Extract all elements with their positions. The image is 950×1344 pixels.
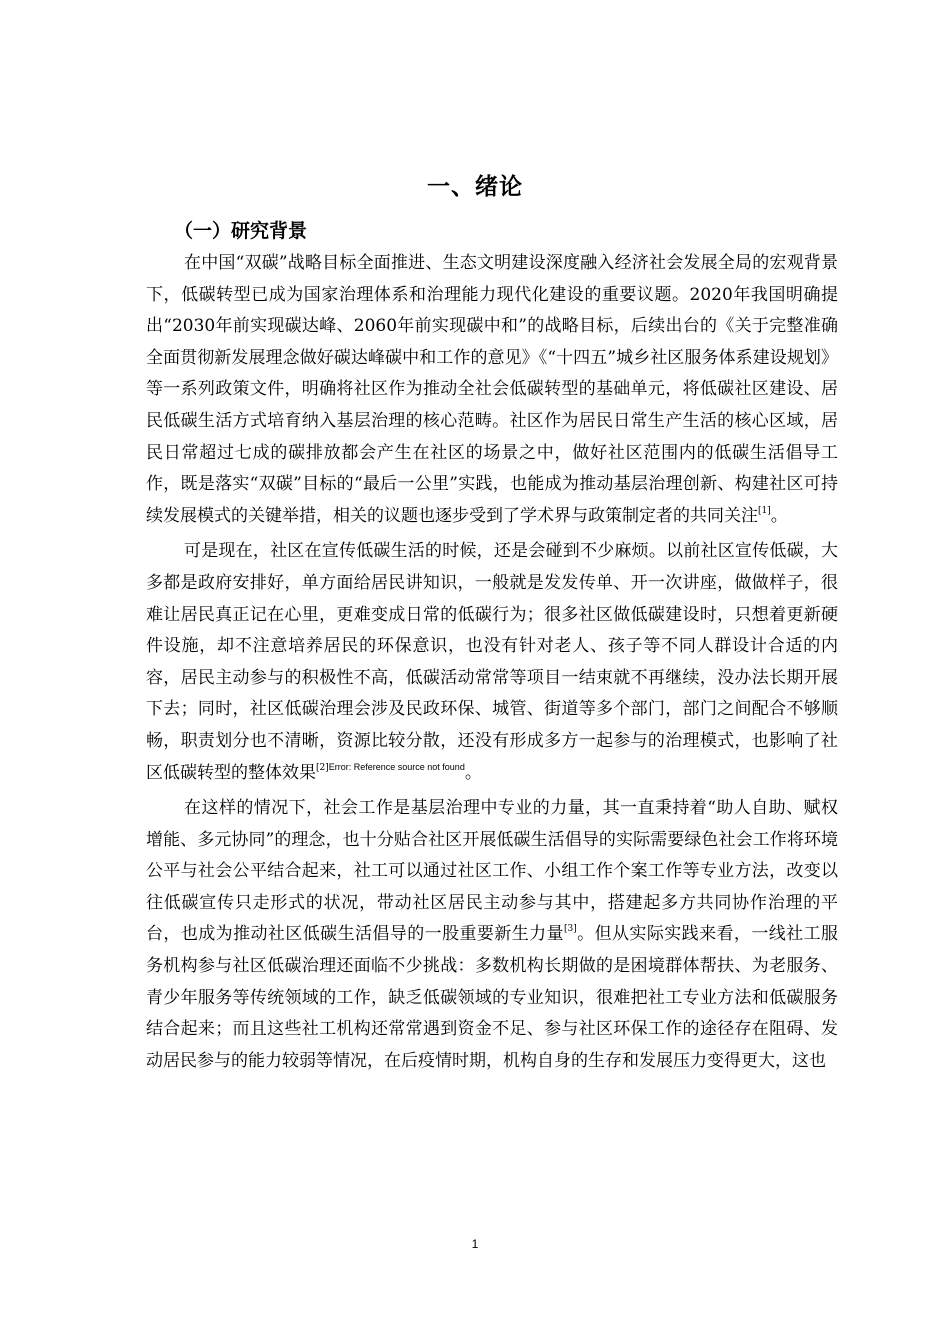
paragraph-2-text: 可是现在，社区在宣传低碳生活的时候，还是会碰到不少麻烦。以前社区宣传低碳，大多都是政府安排好，单方面给居民讲知识，一般就是发发传单、开一次讲座，做做样子，很难让居民真正记在心里，更难变成日常的低碳行为；很多社区做低碳建设时，只想着更新硬件设施，却不注意培养居民的环保意识，也没有针对老人、孩子等不同人群设计合适的内容，居民主动参与的积极性不高，低碳活动常常等项目一结束就不再继续，没办法长期开展下去；同时，社区低碳治理会涉及民政环保、城管、街道等多个部门，部门之间配合不够顺畅，职责划分也不清晰，资源比较分散，还没有形成多方一起参与的治理模式，也影响了社区低碳转型的整体效果 bbox=[146, 541, 838, 783]
paragraph-1 bbox=[146, 248, 838, 532]
paragraph-3-text: 在这样的情况下，社会工作是基层治理中专业的力量，其一直秉持着“助人自助、赋权增能、多元协同”的理念，也十分贴合社区开展低碳生活倡导的实际需要绿色社会工作将环境公平与社会公平结合起来，社工可以通过社区工作、小组工作个案工作等专业方法，改变以往低碳宣传只走形式的状况，带动社区居民主动参与其中，搭建起多方共同协作治理的平台，也成为推动社区低碳生活倡导的一股重要新生力量 bbox=[146, 798, 838, 945]
paragraph-3 bbox=[146, 793, 838, 1077]
citation-2: [2] bbox=[316, 762, 329, 773]
citation-1: [1] bbox=[758, 505, 771, 516]
reference-error-note: Error: Reference source not found bbox=[328, 761, 465, 772]
page-number: 1 bbox=[471, 1237, 479, 1251]
section-heading: （一）研究背景 bbox=[174, 220, 308, 242]
paragraph-2-tail: 。 bbox=[464, 762, 482, 783]
chapter-title: 一、绪论 bbox=[427, 174, 523, 200]
body-text bbox=[146, 248, 838, 1081]
citation-3: [3] bbox=[564, 924, 577, 935]
paragraph-1-tail: 。 bbox=[770, 505, 788, 526]
paragraph-1-text: 在中国“双碳”战略目标全面推进、生态文明建设深度融入经济社会发展全局的宏观背景下，低碳转型已成为国家治理体系和治理能力现代化建设的重要议题。2020年我国明确提出“2030年前实现碳达峰、2060年前实现碳中和”的战略目标，后续出台的《关于完整准确全面贯彻新发展理念做好碳达峰碳中和工作的意见》《“十四五”城乡社区服务体系建设规划》等一系列政策文件，明确将社区作为推动全社会低碳转型的基础单元，将低碳社区建设、居民低碳生活方式培育纳入基层治理的核心范畴。社区作为居民日常生产生活的核心区域，居民日常超过七成的碳排放都会产生在社区的场景之中，做好社区范围内的低碳生活倡导工作，既是落实“双碳”目标的“最后一公里”实践，也能成为推动基层治理创新、构建社区可持续发展模式的关键举措，相关的议题也逐步受到了学术界与政策制定者的共同关注 bbox=[146, 253, 838, 526]
paragraph-3-tail: 。但从实际实践来看，一线社工服务机构参与社区低碳治理还面临不少挑战：多数机构长期做的是困境群体帮扶、为老服务、青少年服务等传统领域的工作，缺乏低碳领域的专业知识，很难把社工专业方法和低碳服务结合起来；而且这些社工机构还常常遇到资金不足、参与社区环保工作的途径存在阻碍、发动居民参与的能力较弱等情况，在后疫情时期，机构自身的生存和发展压力变得更大，这也 bbox=[146, 924, 838, 1071]
paragraph-2 bbox=[146, 536, 838, 789]
